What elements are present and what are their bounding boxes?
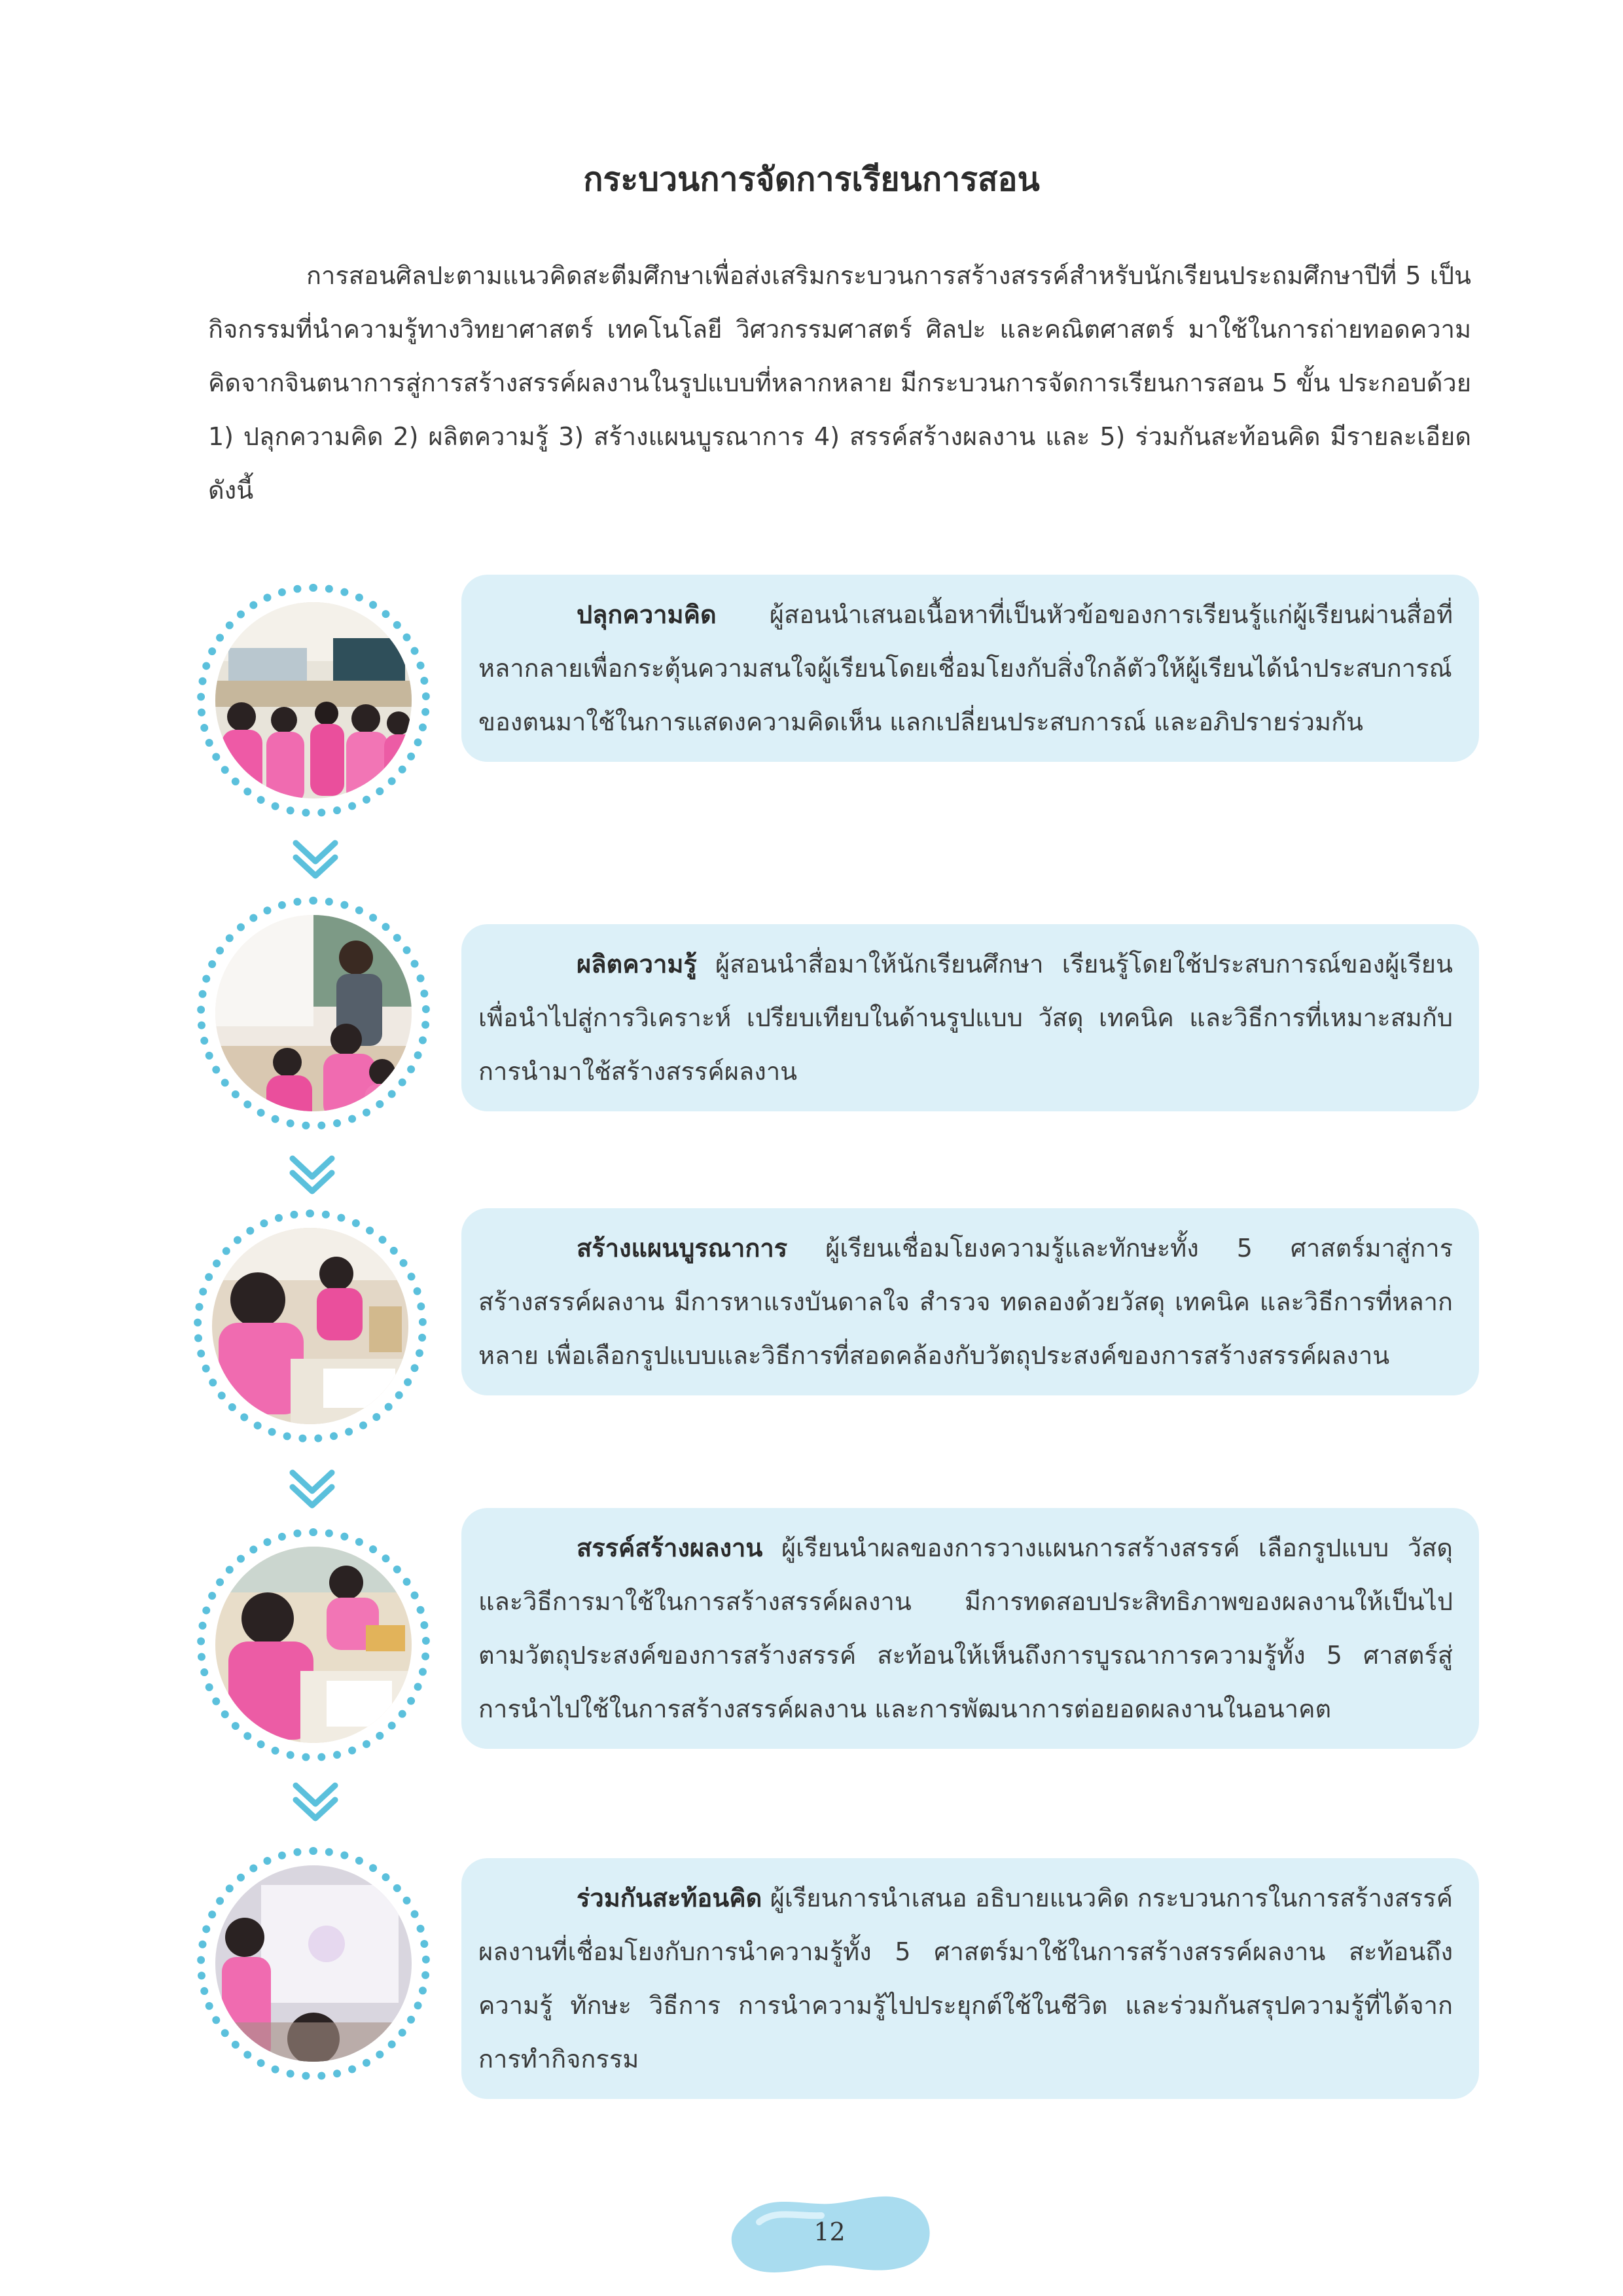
step-3-paragraph [478, 1221, 1453, 1382]
step-3-box [461, 1208, 1479, 1395]
step-4-box [461, 1508, 1479, 1749]
step-2-photo [215, 915, 412, 1111]
page-number: 12 [813, 2217, 846, 2246]
down-chevron-arrow-icon [286, 1153, 338, 1199]
step-4-photo [215, 1547, 412, 1743]
step-2-paragraph [478, 937, 1453, 1098]
step-1-heading: ปลุกความคิด [577, 600, 717, 629]
step-5-heading: ร่วมกันสะท้อนคิด [577, 1884, 762, 1912]
step-4-heading: สรรค์สร้างผลงาน [577, 1534, 763, 1562]
page-title: กระบวนการจัดการเรียนการสอน [583, 160, 1040, 198]
step-5-paragraph [478, 1871, 1453, 2086]
step-4-paragraph [478, 1521, 1453, 1736]
down-chevron-arrow-icon [286, 1467, 338, 1513]
step-1-box [461, 575, 1479, 762]
step-5-box [461, 1858, 1479, 2099]
step-2-heading: ผลิตความรู้ [577, 950, 697, 978]
step-3-heading: สร้างแผนบูรณาการ [577, 1234, 788, 1263]
step-4-text: ผู้เรียนนำผลของการวางแผนการสร้างสรรค์ เลือกรูปแบบ วัสดุ และวิธีการมาใช้ในการสร้างสรรค์ผลงาน มีการทดสอบประสิทธิภาพของผลงานให้เป็นไปตามวัตถุประสงค์ของการสร้างสรรค์ สะท้อนให้เห็นถึงการบูรณาการความรู้ทั้ง 5 ศาสตร์สู่การนำไปใช้ในการสร้างสรรค์ผลงาน และการพัฒนาการต่อยอดผลงานในอนาคต [478, 1534, 1453, 1723]
step-5-photo [215, 1865, 412, 2062]
step-3-photo [212, 1228, 408, 1424]
step-3-text: ผู้เรียนเชื่อมโยงความรู้และทักษะทั้ง 5 ศาสตร์มาสู่การสร้างสรรค์ผลงาน มีการหาแรงบันดาลใจ สำรวจ ทดลองด้วยวัสดุ เทคนิค และวิธีการที่หลากหลาย เพื่อเลือกรูปแบบและวิธีการที่สอดคล้องกับวัตถุประสงค์ของการสร้างสรรค์ผลงาน [478, 1234, 1453, 1370]
step-2-box [461, 924, 1479, 1111]
step-1-paragraph [478, 588, 1453, 749]
down-chevron-arrow-icon [289, 1780, 342, 1826]
intro-text: การสอนศิลปะตามแนวคิดสะตีมศึกษาเพื่อส่งเสริมกระบวนการสร้างสรรค์สำหรับนักเรียนประถมศึกษาปีที่ 5 เป็นกิจกรรมที่นำความรู้ทางวิทยาศาสตร์ เทคโนโลยี วิศวกรรมศาสตร์ ศิลปะ และคณิตศาสตร์ มาใช้ในการถ่ายทอดความคิดจากจินตนาการสู่การสร้างสรรค์ผลงานในรูปแบบที่หลากหลาย มีกระบวนการจัดการเรียนการสอน 5 ขั้น ประกอบด้วย 1) ปลุกความคิด 2) ผลิตความรู้ 3) สร้างแผนบูรณาการ 4) สรรค์สร้างผลงาน และ 5) ร่วมกันสะท้อนคิด มีรายละเอียดดังนี้ [208, 261, 1471, 505]
step-1-photo [215, 602, 412, 798]
step-5-text: ผู้เรียนการนำเสนอ อธิบายแนวคิด กระบวนการในการสร้างสรรค์ผลงานที่เชื่อมโยงกับการนำความรู้ทั้ง 5 ศาสตร์มาใช้ในการสร้างสรรค์ผลงาน สะท้อนถึงความรู้ ทักษะ วิธีการ การนำความรู้ไปประยุกต์ใช้ในชีวิต และร่วมกันสรุปความรู้ที่ได้จากการทำกิจกรรม [478, 1884, 1453, 2073]
step-2-text: ผู้สอนนำสื่อมาให้นักเรียนศึกษา เรียนรู้โดยใช้ประสบการณ์ของผู้เรียนเพื่อนำไปสู่การวิเคราะห์ เปรียบเทียบในด้านรูปแบบ วัสดุ เทคนิค และวิธีการที่เหมาะสมกับการนำมาใช้สร้างสรรค์ผลงาน [478, 950, 1453, 1086]
down-chevron-arrow-icon [289, 838, 342, 884]
intro-paragraph [208, 249, 1471, 517]
step-1-text: ผู้สอนนำเสนอเนื้อหาที่เป็นหัวข้อของการเรียนรู้แก่ผู้เรียนผ่านสื่อที่หลากลายเพื่อกระตุ้นความสนใจผู้เรียนโดยเชื่อมโยงกับสิ่งใกล้ตัวให้ผู้เรียนได้นำประสบการณ์ของตนมาใช้ในการแสดงความคิดเห็น แลกเปลี่ยนประสบการณ์ และอภิปรายร่วมกัน [478, 600, 1453, 736]
